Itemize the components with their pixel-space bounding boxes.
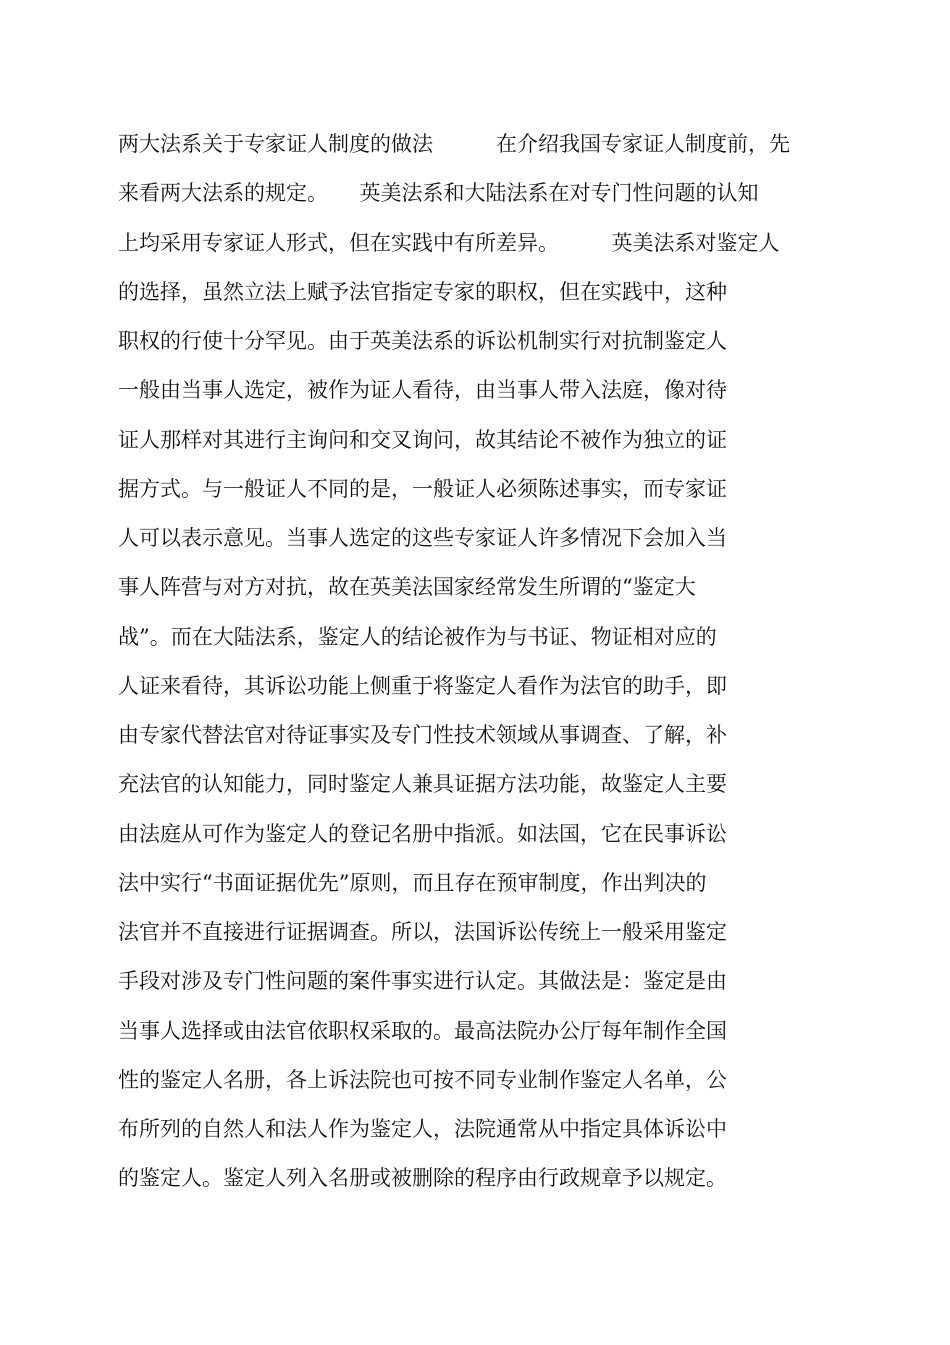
text-line: 人可以表示意见。当事人选定的这些专家证人许多情况下会加入当 <box>118 526 727 550</box>
text-line: 两大法系关于专家证人制度的做法 在介绍我国专家证人制度前，先 <box>118 132 790 156</box>
text-line: 由法庭从可作为鉴定人的登记名册中指派。如法国，它在民事诉讼 <box>118 821 727 846</box>
text-line: 上均采用专家证人形式，但在实践中有所差异。 英美法系对鉴定人 <box>118 230 780 255</box>
text-line: 由专家代替法官对待证事实及专门性技术领域从事调查、了解，补 <box>118 723 727 747</box>
text-line: 充法官的认知能力，同时鉴定人兼具证据方法功能，故鉴定人主要 <box>118 772 727 797</box>
text-line: 的鉴定人。鉴定人列入名册或被删除的程序由行政规章予以规定。 <box>118 1166 727 1191</box>
text-line: 人证来看待，其诉讼功能上侧重于将鉴定人看作为法官的助手，即 <box>118 673 727 698</box>
text-line: 职权的行使十分罕见。由于英美法系的诉讼机制实行对抗制鉴定人 <box>118 329 727 353</box>
text-line: 布所列的自然人和法人作为鉴定人，法院通常从中指定具体诉讼中 <box>118 1117 727 1141</box>
text-line: 证人那样对其进行主询问和交叉询问，故其结论不被作为独立的证 <box>118 427 727 452</box>
body-text <box>118 123 938 1207</box>
text-line: 手段对涉及专门性问题的案件事实进行认定。其做法是：鉴定是由 <box>118 969 727 994</box>
text-line: 法中实行“书面证据优先”原则，而且存在预审制度，作出判决的 <box>118 870 707 895</box>
text-line: 的选择，虽然立法上赋予法官指定专家的职权，但在实践中，这种 <box>118 279 727 304</box>
text-line: 当事人选择或由法官依职权采取的。最高法院办公厅每年制作全国 <box>118 1018 727 1043</box>
text-line: 性的鉴定人名册，各上诉法院也可按不同专业制作鉴定人名单，公 <box>118 1067 727 1092</box>
text-line: 法官并不直接进行证据调查。所以，法国诉讼传统上一般采用鉴定 <box>118 920 727 944</box>
text-line: 据方式。与一般证人不同的是，一般证人必须陈述事实，而专家证 <box>118 476 727 501</box>
text-line: 一般由当事人选定，被作为证人看待，由当事人带入法庭，像对待 <box>118 378 727 403</box>
text-line: 来看两大法系的规定。 英美法系和大陆法系在对专门性问题的认知 <box>118 181 759 206</box>
text-line: 事人阵营与对方对抗，故在英美法国家经常发生所谓的“鉴定大 <box>118 575 696 600</box>
text-line: 战”。而在大陆法系，鉴定人的结论被作为与书证、物证相对应的 <box>118 624 717 649</box>
